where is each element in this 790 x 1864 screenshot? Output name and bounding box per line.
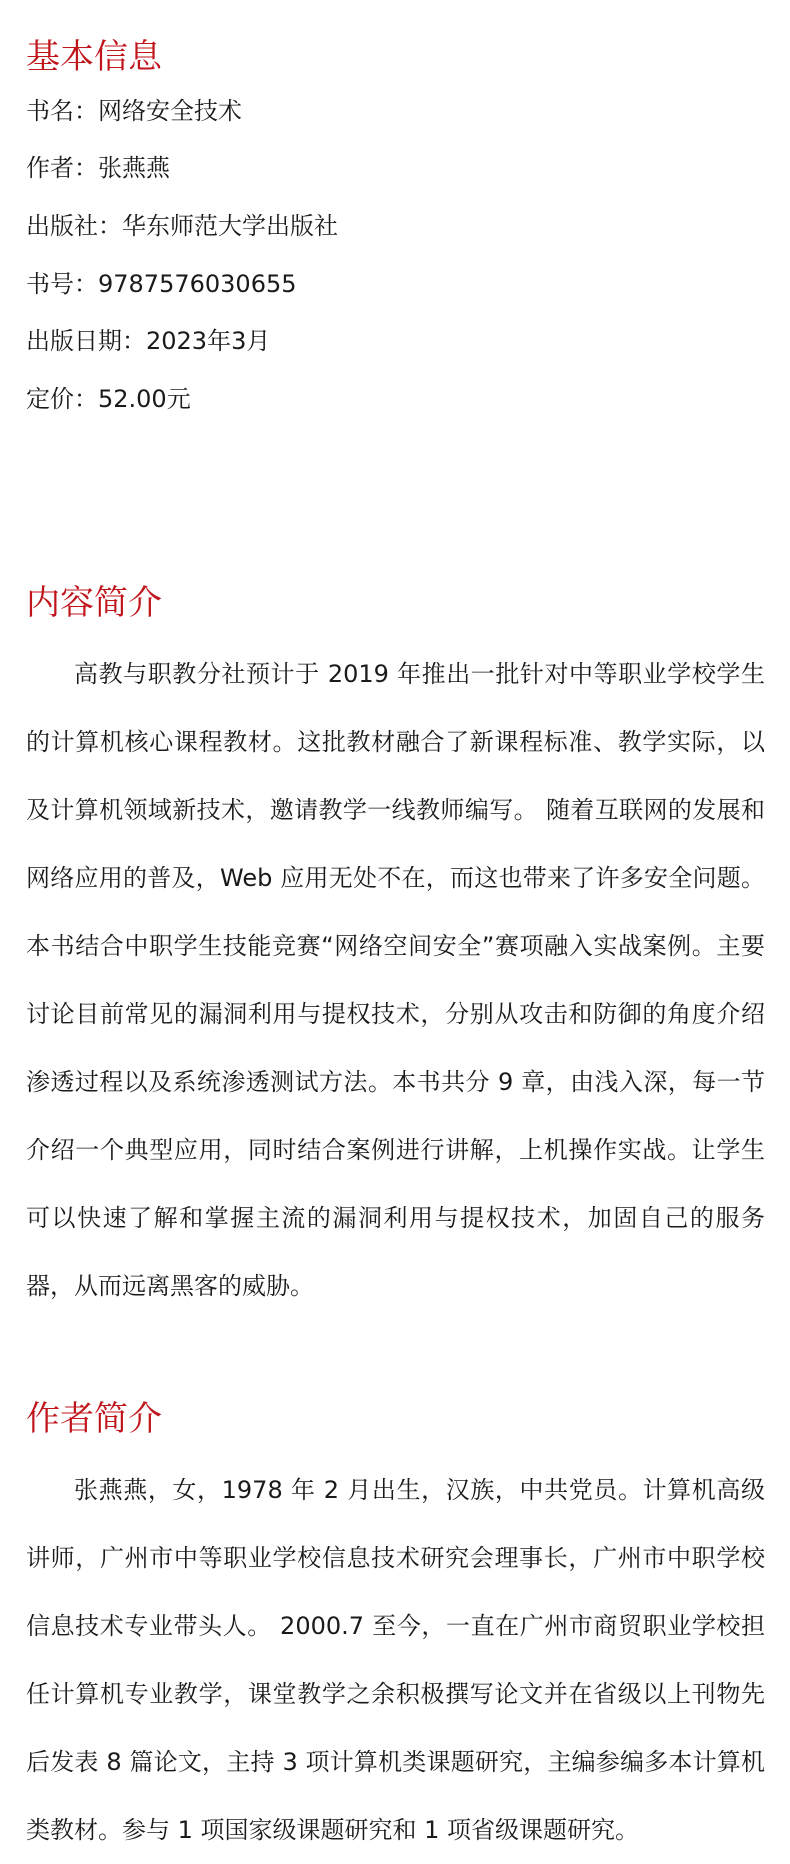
- publish-date-line: 出版日期：2023年3月: [26, 327, 271, 355]
- price-line: 定价：52.00元: [26, 385, 191, 413]
- intro-heading: 内容简介: [26, 583, 162, 623]
- author-line: 作者：张燕燕: [26, 154, 170, 182]
- intro-paragraph: 高教与职教分社预计于 2019 年推出一批针对中等职业学校学生的计算机核心课程教材。这批教材融合了新课程标准、教学实际，以及计算机领域新技术，邀请教学一线教师编写。 随着互联网的发展和网络应用的普及，Web 应用无处不在，而这也带来了许多安全问题。本书结合中职学生技能竞赛“网络空间安全”赛项融入实战案例。主要讨论目前常见的漏洞利用与提权技术，分别从攻击和防御的角度介绍渗透过程以及系统渗透测试方法。本书共分 9 章，由浅入深，每一节介绍一个典型应用，同时结合案例进行讲解，上机操作实战。让学生可以快速了解和掌握主流的漏洞利用与提权技术，加固自己的服务器，从而远离黑客的威胁。: [26, 660, 765, 1300]
- basic-info-heading: 基本信息: [26, 37, 162, 77]
- author-paragraph: 张燕燕，女，1978 年 2 月出生，汉族，中共党员。计算机高级讲师，广州市中等职业学校信息技术研究会理事长，广州市中职学校信息技术专业带头人。 2000.7 至今，一直在广州市商贸职业学校担任计算机专业教学，课堂教学之余积极撰写论文并在省级以上刊物先后发表 8 篇论文，主持 3 项计算机类课题研究，主编参编多本计算机类教材。参与 1 项国家级课题研究和 1 项省级课题研究。: [26, 1476, 765, 1844]
- book-title-line: 书名：网络安全技术: [26, 97, 242, 125]
- isbn-line: 书号：9787576030655: [26, 270, 297, 298]
- author-heading: 作者简介: [26, 1399, 162, 1439]
- publisher-line: 出版社：华东师范大学出版社: [26, 212, 338, 240]
